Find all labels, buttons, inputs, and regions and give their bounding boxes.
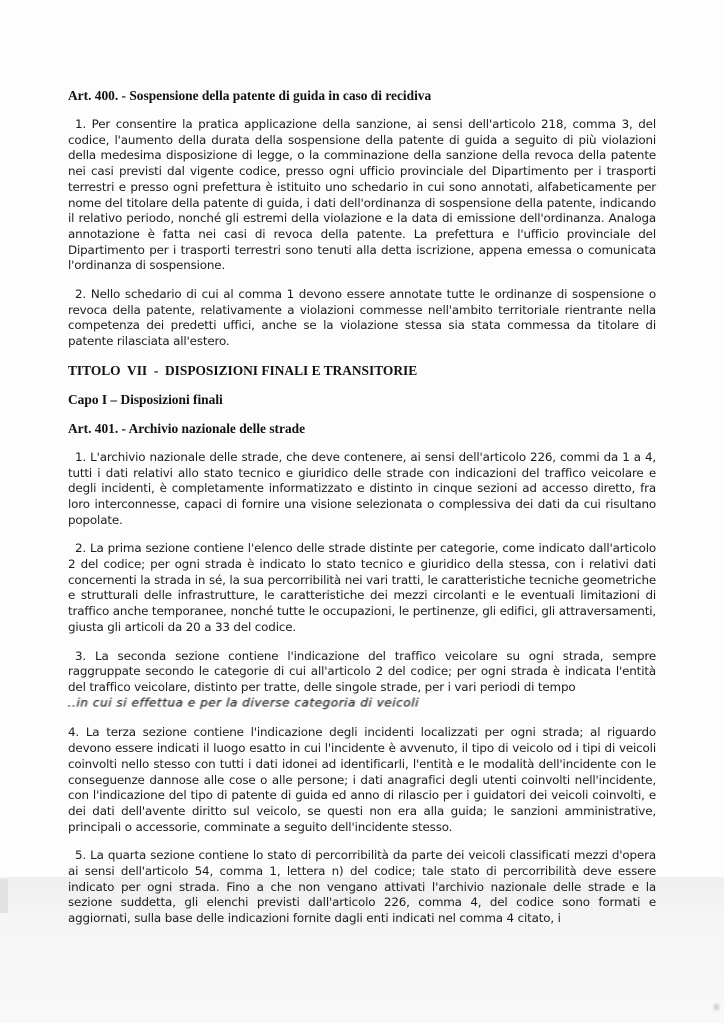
titolo-vii-heading: TITOLO VII - DISPOSIZIONI FINALI E TRANSITORIE (68, 362, 418, 378)
article-400-heading: Art. 400. - Sospensione della patente di guida in caso di recidiva (68, 88, 432, 103)
article-401-paragraph-4: 4. La terza sezione contiene l'indicazione degli incidenti localizzati per ogni strada; al riguardo devono essere indicati il luogo esatto in cui l'incidente è avvenuto, il tipo di veicolo od i tipi di veicoli coinvolti nello stesso con tutti i dati idonei ad identificarli, l'entità e le modalità dell'incidente con le conseguenze dannose alle cose o alle persone; i dati anagrafici degli utenti coinvolti nell'incidente, con l'indicazione del tipo di patente di guida ed anno di rilascio per i guidatori dei veicoli coinvolti, e dei dati dell'avente diritto sul veicolo, se questi non era alla guida; le sanzioni amministrative, principali o accessorie, comminate a seguito dell'incidente stesso. (68, 725, 656, 834)
scan-artifact-speckle (714, 1004, 719, 1010)
article-401-paragraph-1: 1. L'archivio nazionale delle strade, che deve contenere, ai sensi dell'articolo 226, commi da 1 a 4, tutti i dati relativi allo stato tecnico e giuridico delle strade con indicazioni del traffico veicolare e degli incidenti, è completamente informatizzato e distinto in cinque sezioni ad accesso diretto, fra loro interconnesse, capaci di fornire una visione selezionata o complessiva dei dati da cui risultano popolate. (68, 449, 656, 527)
article-401-paragraph-3: 3. La seconda sezione contiene l'indicazione del traffico veicolare su ogni strada, sempre raggruppate secondo le categorie di cui all'articolo 2 del codice; per ogni strada è indicata l'entità del traffico veicolare, distinto per tratte, delle singole strade, per i vari periodi di tempo (68, 648, 656, 694)
article-400-paragraph-1: 1. Per consentire la pratica applicazione della sanzione, ai sensi dell'articolo 218, comma 3, del codice, l'aumento della durata della sospensione della patente di guida a seguito di più violazioni della medesima disposizione di legge, o la comminazione della sanzione della revoca della patente nei casi previsti dal vigente codice, presso ogni ufficio provinciale del Dipartimento per i trasporti terrestri e presso ogni prefettura è istituito uno schedario in cui sono annotati, alfabeticamente per nome del titolare della patente di guida, i dati dell'ordinanza di sospensione della patente, indicando il relativo periodo, nonché gli estremi della violazione e la data di emissione dell'ordinanza. Analoga annotazione è fatta nei casi di revoca della patente. La prefettura e l'ufficio provinciale del Dipartimento per i trasporti terrestri sono tenuti alla detta iscrizione, appena emessa o comunicata l'ordinanza di sospensione. (68, 117, 656, 273)
article-401-paragraph-2: 2. La prima sezione contiene l'elenco delle strade distinte per categorie, come indicato dall'articolo 2 del codice; per ogni strada è indicato lo stato tecnico e giuridico della stessa, con i relativi dati concernenti la strada in sé, la sua percorribilità nei vari tratti, le caratteristiche tecniche geometriche e strutturali delle infrastrutture, le caratteristiche dei mezzi circolanti e le eventuali limitazioni di traffico anche temporanee, nonché tutte le occupazioni, le pertinenze, gli edifici, gli attraversamenti, giusta gli articoli da 20 a 33 del codice. (68, 541, 656, 634)
article-401-heading: Art. 401. - Archivio nazionale delle strade (68, 420, 306, 436)
capo-i-heading: Capo I – Disposizioni finali (68, 391, 223, 407)
article-400-paragraph-2: 2. Nello schedario di cui al comma 1 devono essere annotate tutte le ordinanze di sospensione o revoca della patente, relativamente a violazioni commesse nell'ambito territoriale rientrante nella competenza dei predetti uffici, anche se la violazione stessa sia stata commessa da titolare di patente rilasciata all'estero. (68, 287, 656, 349)
article-401-paragraph-5: 5. La quarta sezione contiene lo stato di percorribilità da parte dei veicoli classificati mezzi d'opera ai sensi dell'articolo 54, comma 1, lettera n) del codice; tale stato di percorribilità deve essere indicato per ogni strada. Fino a che non vengano attivati l'archivio nazionale delle strade e la sezione suddetta, gli elenchi previsti dall'articolo 226, comma 4, del codice sono formati e aggiornati, sulla base delle indicazioni fornite dagli enti indicati nel comma 4 citato, i (68, 848, 656, 926)
article-401-paragraph-3-garbled-scan-line: ..in cui si effettua e per la diverse categoria di veicoli (67, 695, 420, 709)
